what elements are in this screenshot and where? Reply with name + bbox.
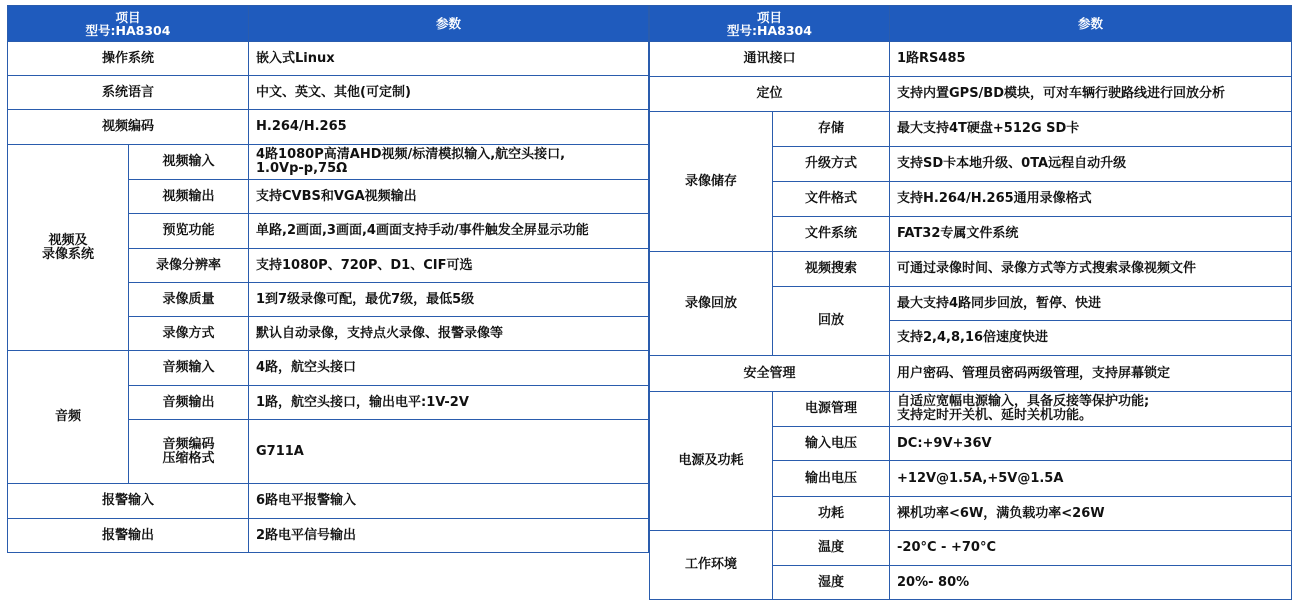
group-label-line: 录像系统 bbox=[41, 246, 94, 262]
spec-table-right bbox=[649, 5, 1292, 600]
row-value: 6路电平报警输入 bbox=[249, 484, 649, 519]
row-value: 2路电平信号输出 bbox=[249, 519, 649, 553]
header-model: 型号:HA8304 bbox=[727, 22, 812, 38]
row-label: 报警输出 bbox=[8, 519, 249, 553]
row-value: 1到7级录像可配，最优7级，最低5级 bbox=[249, 283, 649, 317]
row-value: 1路，航空头接口，输出电平:1V-2V bbox=[249, 386, 649, 420]
table-row bbox=[8, 519, 649, 553]
row-value: 单路,2画面,3画面,4画面支持手动/事件触发全屏显示功能 bbox=[249, 214, 649, 249]
row-value: 最大支持4T硬盘+512G SD卡 bbox=[890, 112, 1292, 147]
row-label: 视频输出 bbox=[129, 180, 249, 214]
row-label: 文件系统 bbox=[773, 217, 890, 252]
value-line: 4路1080P高清AHD视频/标清模拟输入,航空头接口, bbox=[256, 147, 566, 162]
row-label: 温度 bbox=[773, 531, 890, 566]
label-line: 压缩格式 bbox=[162, 450, 215, 466]
row-value: 中文、英文、其他(可定制) bbox=[249, 76, 649, 110]
row-value: G711A bbox=[249, 420, 649, 484]
row-label: 湿度 bbox=[773, 566, 890, 600]
row-value bbox=[249, 145, 649, 180]
row-value: 支持内置GPS/BD模块，可对车辆行驶路线进行回放分析 bbox=[890, 77, 1292, 112]
row-label: 视频编码 bbox=[8, 110, 249, 145]
row-value: -20°C - +70°C bbox=[890, 531, 1292, 566]
row-label: 存储 bbox=[773, 112, 890, 147]
table-row bbox=[8, 351, 649, 386]
row-label: 功耗 bbox=[773, 497, 890, 531]
group-label-power: 电源及功耗 bbox=[650, 392, 773, 531]
table-row bbox=[8, 145, 649, 180]
row-value: 20%- 80% bbox=[890, 566, 1292, 600]
row-label: 文件格式 bbox=[773, 182, 890, 217]
row-value: 支持H.264/H.265通用录像格式 bbox=[890, 182, 1292, 217]
row-value: 4路，航空头接口 bbox=[249, 351, 649, 386]
row-label: 音频输入 bbox=[129, 351, 249, 386]
row-label: 音频输出 bbox=[129, 386, 249, 420]
row-value: 支持2,4,8,16倍速度快进 bbox=[890, 321, 1292, 356]
row-label: 录像质量 bbox=[129, 283, 249, 317]
row-label: 系统语言 bbox=[8, 76, 249, 110]
table-row bbox=[8, 110, 649, 145]
header-item bbox=[650, 6, 890, 42]
table-row bbox=[650, 252, 1292, 287]
row-value: 支持1080P、720P、D1、CIF可选 bbox=[249, 249, 649, 283]
table-header-row bbox=[650, 6, 1292, 42]
table-row bbox=[650, 356, 1292, 392]
spec-table-left bbox=[7, 5, 649, 553]
row-label: 回放 bbox=[773, 287, 890, 356]
group-label-storage: 录像储存 bbox=[650, 112, 773, 252]
table-row bbox=[650, 77, 1292, 112]
row-label: 操作系统 bbox=[8, 42, 249, 76]
row-value: 裸机功率<6W，满负载功率<26W bbox=[890, 497, 1292, 531]
table-row bbox=[650, 392, 1292, 427]
row-value: 最大支持4路同步回放，暂停、快进 bbox=[890, 287, 1292, 321]
row-label: 输入电压 bbox=[773, 427, 890, 461]
group-label-environment: 工作环境 bbox=[650, 531, 773, 600]
table-header-row bbox=[8, 6, 649, 42]
row-label: 录像方式 bbox=[129, 317, 249, 351]
row-label: 输出电压 bbox=[773, 461, 890, 497]
row-value: +12V@1.5A,+5V@1.5A bbox=[890, 461, 1292, 497]
row-value: 支持CVBS和VGA视频输出 bbox=[249, 180, 649, 214]
row-label bbox=[129, 420, 249, 484]
row-value: FAT32专属文件系统 bbox=[890, 217, 1292, 252]
row-value: 默认自动录像，支持点火录像、报警录像等 bbox=[249, 317, 649, 351]
row-label: 安全管理 bbox=[650, 356, 890, 392]
row-label: 视频搜索 bbox=[773, 252, 890, 287]
row-label: 升级方式 bbox=[773, 147, 890, 182]
value-line: 自适应宽幅电源输入，具备反接等保护功能; bbox=[897, 394, 1150, 409]
label-line: 音频编码 bbox=[162, 436, 215, 452]
table-row bbox=[8, 42, 649, 76]
row-value: 支持SD卡本地升级、0TA远程自动升级 bbox=[890, 147, 1292, 182]
header-params: 参数 bbox=[249, 6, 649, 42]
header-model: 型号:HA8304 bbox=[85, 22, 171, 38]
table-row bbox=[8, 484, 649, 519]
row-value: 用户密码、管理员密码两级管理，支持屏幕锁定 bbox=[890, 356, 1292, 392]
row-value bbox=[890, 392, 1292, 427]
group-label-playback: 录像回放 bbox=[650, 252, 773, 356]
value-line: 1.0Vp-p,75Ω bbox=[256, 161, 348, 176]
table-row bbox=[650, 531, 1292, 566]
header-item bbox=[8, 6, 249, 42]
row-value: 可通过录像时间、录像方式等方式搜索录像视频文件 bbox=[890, 252, 1292, 287]
row-label: 通讯接口 bbox=[650, 42, 890, 77]
group-label-video bbox=[8, 145, 129, 351]
table-row bbox=[650, 112, 1292, 147]
header-item-line1: 项目 bbox=[115, 9, 141, 25]
row-label: 视频输入 bbox=[129, 145, 249, 180]
table-row bbox=[650, 42, 1292, 77]
header-params: 参数 bbox=[890, 6, 1292, 42]
row-label: 录像分辨率 bbox=[129, 249, 249, 283]
table-row bbox=[8, 76, 649, 110]
row-label: 预览功能 bbox=[129, 214, 249, 249]
header-item-line1: 项目 bbox=[756, 9, 782, 25]
row-value: H.264/H.265 bbox=[249, 110, 649, 145]
row-label: 电源管理 bbox=[773, 392, 890, 427]
row-value: DC:+9V+36V bbox=[890, 427, 1292, 461]
group-label-audio: 音频 bbox=[8, 351, 129, 484]
row-value: 1路RS485 bbox=[890, 42, 1292, 77]
row-label: 定位 bbox=[650, 77, 890, 112]
group-label-line: 视频及 bbox=[48, 232, 88, 248]
value-line: 支持定时开关机、延时关机功能。 bbox=[897, 408, 1093, 423]
row-value: 嵌入式Linux bbox=[249, 42, 649, 76]
row-label: 报警输入 bbox=[8, 484, 249, 519]
